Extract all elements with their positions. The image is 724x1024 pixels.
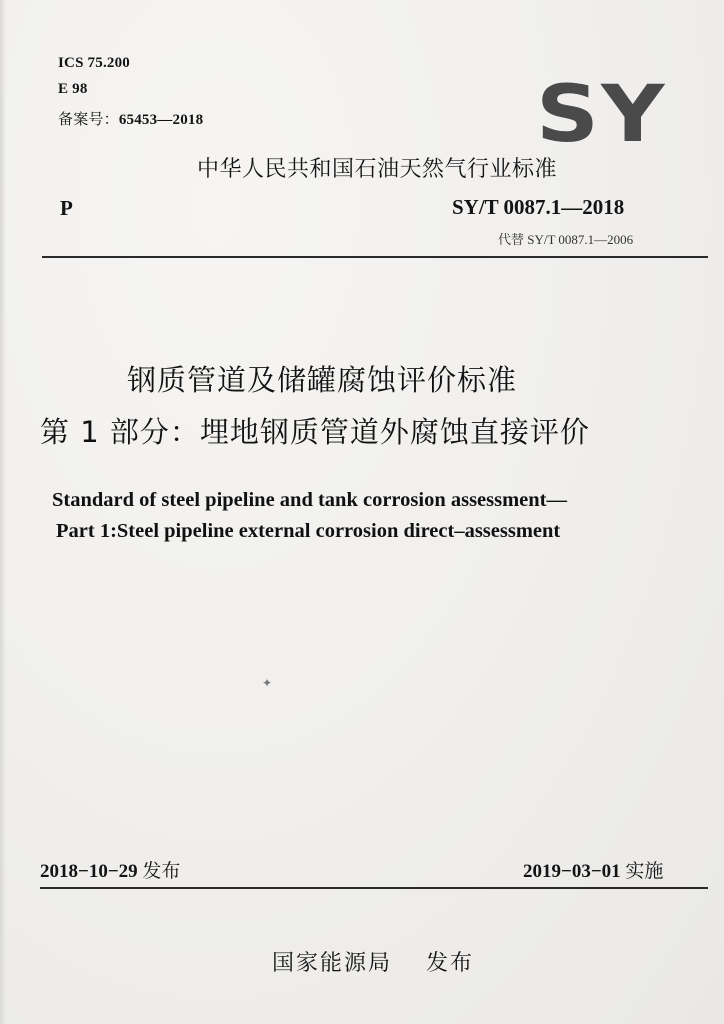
issuer-name: 国家能源局	[272, 951, 393, 976]
issuer-action: 发布	[426, 951, 475, 976]
filing-label: 备案号：	[58, 110, 119, 128]
implement-label: 实施	[625, 860, 664, 882]
category-letter: P	[60, 196, 73, 220]
issuer-line	[272, 946, 474, 977]
scan-edge-shadow	[0, 0, 6, 1024]
sy-logo: SY	[536, 70, 667, 160]
title-cn-line2: 第 1 部分：埋地钢质管道外腐蚀直接评价	[40, 415, 590, 449]
footer-divider	[40, 887, 708, 889]
implement-date: 2019−03−01	[523, 861, 621, 882]
issue-date: 2018−10−29	[40, 861, 138, 882]
scan-smudge: ✦	[262, 676, 273, 690]
classification-code: E 98	[58, 81, 88, 97]
ics-code: ICS 75.200	[58, 55, 131, 71]
standard-type-heading: 中华人民共和国石油天然气行业标准	[197, 157, 558, 182]
title-en-line2: Part 1:Steel pipeline external corrosion direct–assessment	[56, 520, 561, 542]
header-divider	[42, 256, 708, 258]
filing-number-line	[58, 108, 203, 129]
title-cn-line1: 钢质管道及储罐腐蚀评价标准	[127, 363, 518, 397]
issue-date-line	[40, 856, 180, 883]
standard-number: SY/T 0087.1—2018	[452, 195, 625, 219]
issue-label: 发布	[142, 860, 181, 882]
implement-date-line	[523, 856, 663, 883]
replaces-standard: 代替 SY/T 0087.1—2006	[498, 232, 634, 247]
filing-number: 65453—2018	[118, 112, 204, 128]
title-en-line1: Standard of steel pipeline and tank corrosion assessment—	[52, 489, 568, 511]
